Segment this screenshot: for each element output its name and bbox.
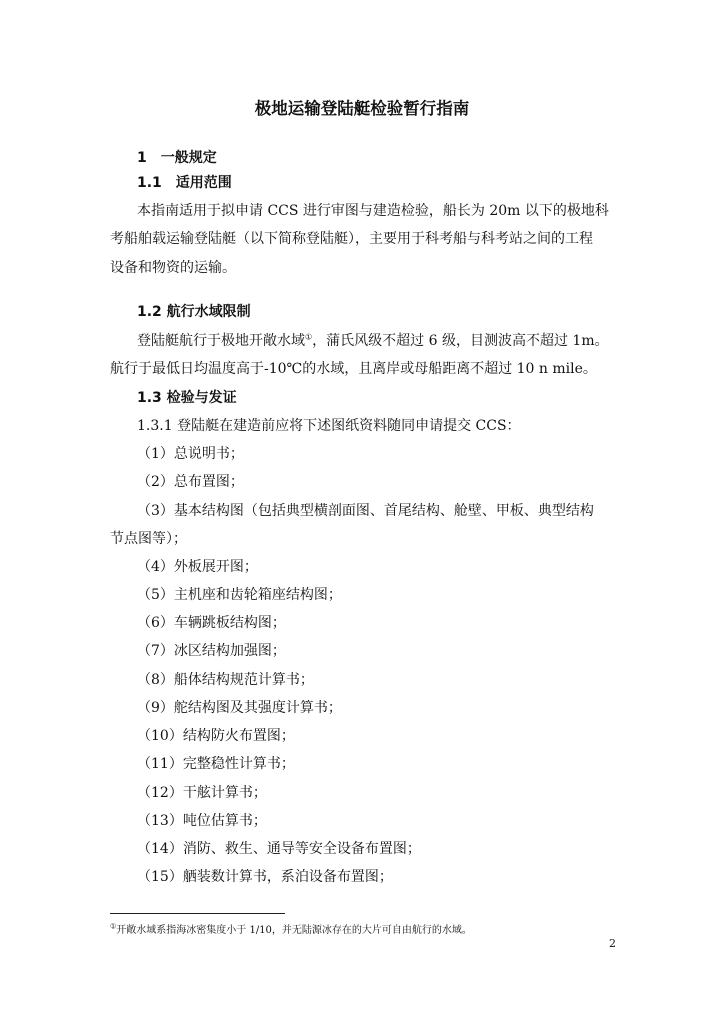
list-item: （4）外板展开图； (137, 559, 258, 575)
list-item: （8）船体结构规范计算书； (137, 672, 314, 688)
heading-navigation-limits: 1.2 航行水域限制 (137, 304, 251, 320)
scope-line-1: 本指南适用于拟申请 CCS 进行审图与建造检验，船长为 20m 以下的极地科 (137, 203, 609, 219)
footnote-marker: ① (110, 922, 117, 931)
scope-line-2: 考船舶载运输登陆艇（以下简称登陆艇），主要用于科考船与科考站之间的工程 (110, 231, 593, 247)
list-item: （13）吨位估算书； (137, 813, 267, 829)
document-title: 极地运输登陆艇检验暂行指南 (254, 99, 470, 118)
list-item-continuation: 节点图等）； (110, 531, 187, 547)
clause-1-3-1: 1.3.1 登陆艇在建造前应将下述图纸资料随同申请提交 CCS： (137, 418, 521, 434)
footnote: ①开敞水域系指海冰密集度小于 1/10，并无陆源冰存在的大片可自由航行的水域。 (110, 922, 472, 936)
page-number: 2 (609, 937, 616, 950)
footnote-separator (110, 913, 285, 914)
list-item: （14）消防、救生、通导等安全设备布置图； (137, 841, 421, 857)
heading-general: 1 一般规定 (137, 150, 217, 166)
list-item: （10）结构防火布置图； (137, 728, 295, 744)
scope-line-3: 设备和物资的运输。 (110, 260, 236, 276)
list-item: （5）主机座和齿轮箱座结构图； (137, 587, 342, 603)
heading-scope: 1.1 适用范围 (137, 175, 232, 191)
list-item: （11）完整稳性计算书； (137, 756, 295, 772)
list-item: （7）冰区结构加强图； (137, 643, 286, 659)
list-item: （1）总说明书； (137, 446, 244, 462)
list-item: （9）舵结构图及其强度计算书； (137, 700, 342, 716)
list-item: （3）基本结构图（包括典型横剖面图、首尾结构、舱壁、甲板、典型结构 (137, 503, 594, 519)
heading-survey-certification: 1.3 检验与发证 (137, 390, 237, 406)
list-item: （2）总布置图； (137, 474, 244, 490)
list-item: （15）舾装数计算书，系泊设备布置图； (137, 869, 393, 885)
list-item: （12）干舷计算书； (137, 785, 267, 801)
navigation-line-1: 登陆艇航行于极地开敞水域①，蒲氏风级不超过 6 级，目测波高不超过 1m。 (137, 332, 609, 349)
footnote-marker: ① (305, 332, 313, 342)
navigation-line-2: 航行于最低日均温度高于-10℃的水域，且离岸或母船距离不超过 10 n mile。 (110, 361, 597, 377)
list-item: （6）车辆跳板结构图； (137, 615, 286, 631)
